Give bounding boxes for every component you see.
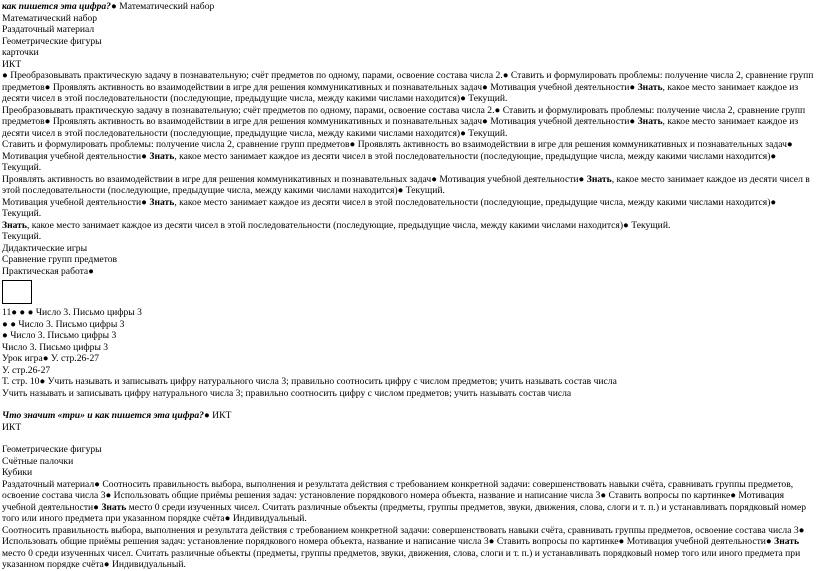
materials-line: карточки (2, 47, 39, 58)
text-line: У. стр.26-27 (2, 364, 51, 376)
text-line: Урок игра● У. стр.26-27 (2, 353, 100, 364)
doc-heading-2: Что значит «три» и как пишется эта цифра?● ИКТ (2, 410, 232, 421)
paragraph: Раздаточный материал● Соотносить правильность выбора, выполнения и результата действия с требованием конкретной задачи: совершенствовать навыки счёта, сравнивать группы предметов, освоение состава числа 3● Использовать общие приёмы решения задач: установление порядкового номера объекта, название и написание числа 3● Ставить вопросы по картинке● Мотивация учебной деятельности● Знать место 0 среди изученных чисел. Считать различные объекты (предметы, группы предметов, звуки, движения, слова, слоги и т. п.) и устанавливать порядковый номер того или иного предмета при указанном порядке счёта● Индивидуальный. (2, 478, 807, 524)
text-line: 11● ● ● Число 3. Письмо цифры 3 (2, 307, 142, 318)
text-line: Текущий. (2, 231, 42, 242)
paragraph: Проявлять активность во взаимодействии в игре для решения коммуникативных и познавательных задач● Мотивация учебной деятельности● Знать, какое место занимает каждое из десяти чисел в этой последовательности (последующие, предыдущие числа, между какими числами находится)● Текущий. (2, 173, 810, 196)
text-line: Сравнение групп предметов (2, 254, 118, 265)
paragraph: Соотносить правильность выбора, выполнения и результата действия с требованием конкретной задачи: совершенствовать навыки счёта, сравнивать группы предметов, освоение состава числа 3● Использовать общие приёмы решения задач: установление порядкового номера объекта, название и написание числа 3● Ставить вопросы по картинке● Мотивация учебной деятельности● Знать место 0 среди изученных чисел. Считать различные объекты (предметы, группы предметов, звуки, движения, слова, слоги и т. п.) и устанавливать порядковый номер того или иного предмета при указанном порядке счёта● Индивидуальный. (2, 524, 805, 570)
materials-line: Математический набор (2, 12, 98, 24)
text-line: Дидактические игры (2, 242, 88, 254)
text-line: Число 3. Письмо цифры 3 (2, 341, 109, 353)
text-line: ● ● Число 3. Письмо цифры 3 (2, 318, 125, 330)
paragraph: Знать, какое место занимает каждое из десяти чисел в этой последовательности (последующие, предыдущие числа, между какими числами находится)● Текущий. (2, 219, 671, 231)
text-line: Геометрические фигуры (2, 444, 102, 455)
text-line: Кубики (2, 467, 33, 478)
text-line: Учить называть и записывать цифру натурального числа 3; правильно соотносить цифру с числом предметов; учить называть состав числа (2, 387, 572, 399)
text-line: ● Число 3. Письмо цифры 3 (2, 330, 117, 341)
materials-line: Геометрические фигуры (2, 35, 102, 47)
text-line: ИКТ (2, 421, 22, 433)
materials-line: Раздаточный материал (2, 24, 95, 35)
doc-heading-1: как пишется эта цифра?● Математический набор (2, 1, 215, 12)
empty-table-cell (2, 280, 32, 304)
text-line: Т. стр. 10● Учить называть и записывать цифру натурального числа 3; правильно соотносить цифру с числом предметов; учить называть состав числа (2, 376, 617, 387)
paragraph: Ставить и формулировать проблемы: получение числа 2, сравнение групп предметов● Проявлять активность во взаимодействии в игре для решения коммуникативных и познавательных задач● Мотивация учебной деятельности● Знать, какое место занимает каждое из десяти чисел в этой последовательности (последующие, предыдущие числа, между какими числами находится)● Текущий. (2, 139, 793, 173)
paragraph: ● Преобразовывать практическую задачу в познавательную; счёт предметов по одному, парами, освоение состава числа 2.● Ставить и формулировать проблемы: получение числа 2, сравнение групп предметов● Проявлять активность во взаимодействии в игре для решения коммуникативных и познавательных задач● Мотивация учебной деятельности● Знать, какое место занимает каждое из десяти чисел в этой последовательности (последующие, предыдущие числа, между какими числами находится)● Текущий. (2, 70, 814, 104)
paragraph: Мотивация учебной деятельности● Знать, какое место занимает каждое из десяти чисел в этой последовательности (последующие, предыдущие числа, между какими числами находится)● Текущий. (2, 196, 777, 219)
materials-line: ИКТ (2, 58, 22, 70)
text-line: Практическая работа● (2, 265, 94, 277)
text-line: Счётные палочки (2, 455, 74, 467)
paragraph: Преобразовывать практическую задачу в познавательную; счёт предметов по одному, парами, освоение состава числа 2.● Ставить и формулировать проблемы: получение числа 2, сравнение групп предметов● Проявлять активность во взаимодействии в игре для решения коммуникативных и познавательных задач● Мотивация учебной деятельности● Знать, какое место занимает каждое из десяти чисел в этой последовательности (последующие, предыдущие числа, между какими числами находится)● Текущий. (2, 104, 806, 139)
